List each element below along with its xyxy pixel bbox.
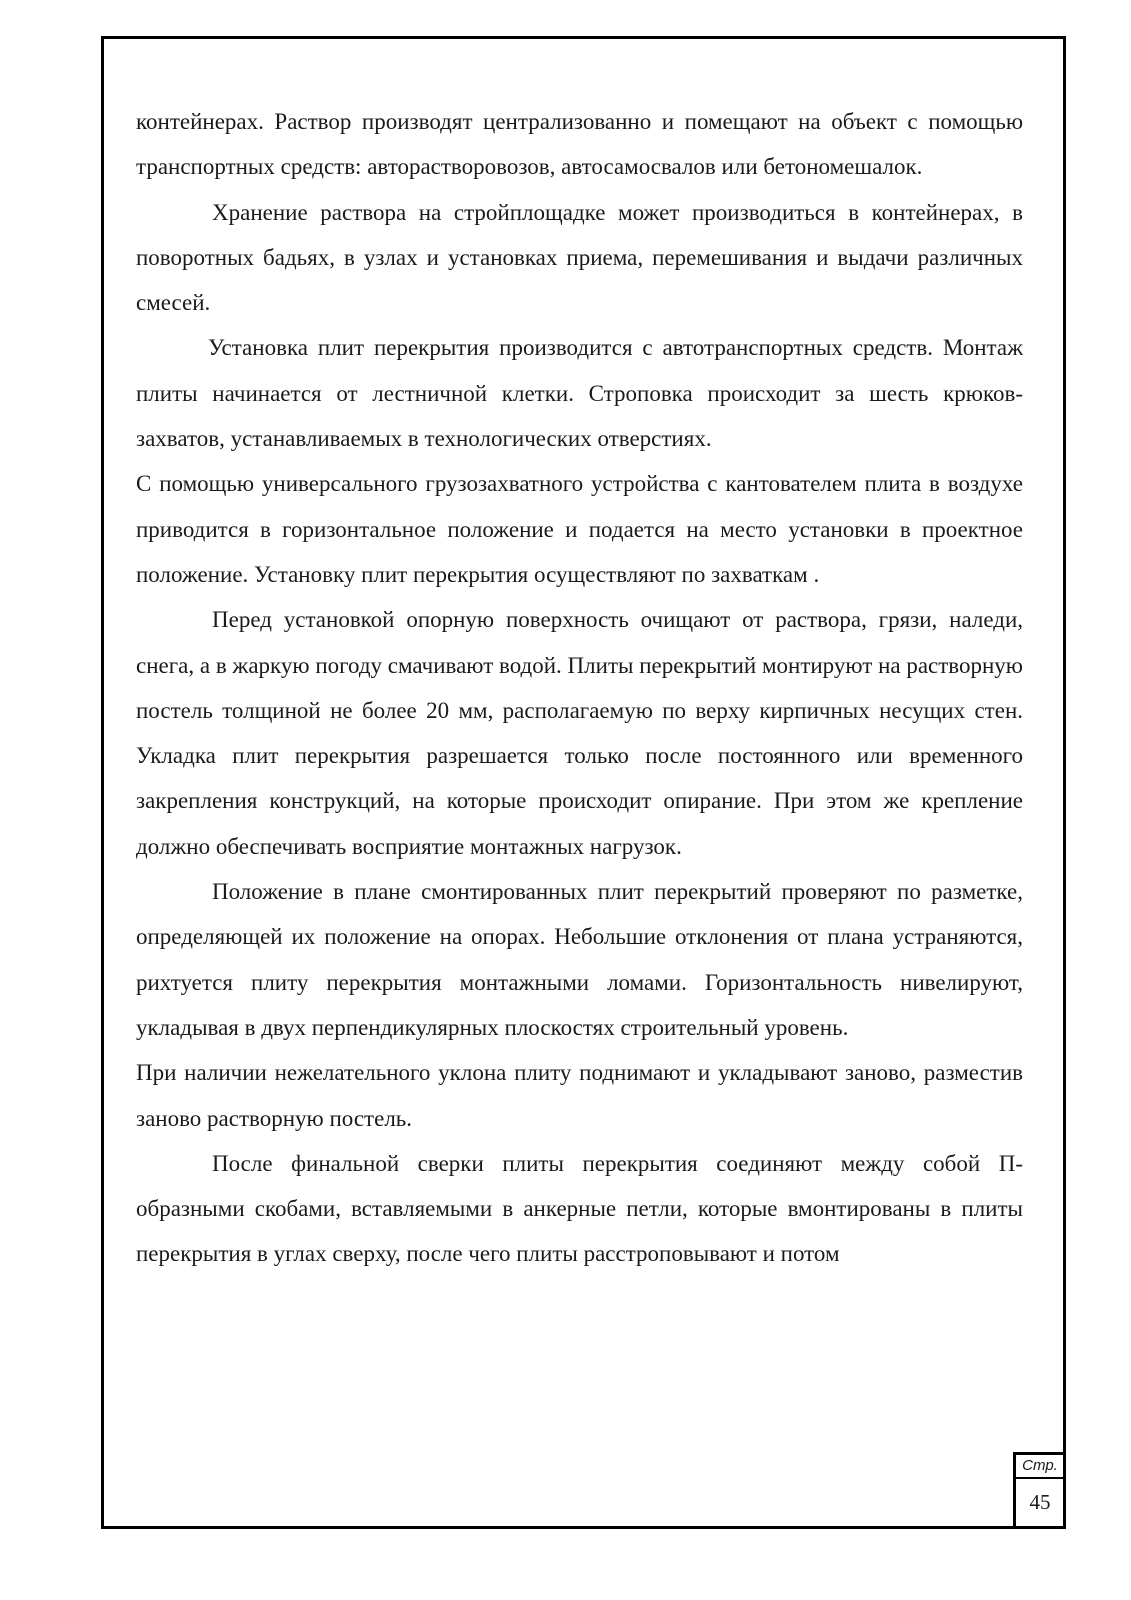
page-number-label: Стр.	[1016, 1455, 1064, 1479]
paragraph-3: Установка плит перекрытия производится с автотранспортных средств. Монтаж плиты начинается от лестничной клетки. Строповка происходит за шесть крюков-захватов, устанавливаемых в технологических отверстиях.	[136, 335, 1023, 452]
paragraph-8: После финальной сверки плиты перекрытия соединяют между собой П-образными скобами, вставляемыми в анкерные петли, которые вмонтированы в плиты перекрытия в углах сверху, после чего плиты расстроповывают и потом	[136, 1150, 1023, 1267]
page-number: 45	[1029, 1490, 1051, 1514]
paragraph-1: контейнерах. Раствор производят централизованно и помещают на объект с помощью транспортных средств: авторастворовозов, автосамосвалов или бетономешалок.	[136, 109, 1023, 180]
document-body	[136, 99, 1023, 1277]
paragraph-5: Перед установкой опорную поверхность очищают от раствора, грязи, наледи, снега, а в жаркую погоду смачивают водой. Плиты перекрытий монтируют на растворную постель толщиной не более 20 мм, располагаемую по верху кирпичных несущих стен. Укладка плит перекрытия разрешается только после постоянного или временного закрепления конструкций, на которые происходит опирание. При этом же крепление должно обеспечивать восприятие монтажных нагрузок.	[136, 607, 1023, 859]
paragraph-2: Хранение раствора на стройплощадке может производиться в контейнерах, в поворотных бадьях, в узлах и установках приема, перемешивания и выдачи различных смесей.	[136, 199, 1023, 316]
paragraph-7: При наличии нежелательного уклона плиту поднимают и укладывают заново, разместив заново растворную постель.	[136, 1060, 1023, 1131]
paragraph-6: Положение в плане смонтированных плит перекрытий проверяют по разметке, определяющей их положение на опорах. Небольшие отклонения от плана устраняются, рихтуется плиту перекрытия монтажными ломами. Горизонтальность нивелируют, укладывая в двух перпендикулярных плоскостях строительный уровень.	[136, 879, 1023, 1040]
page-number-stamp	[1013, 1452, 1064, 1529]
paragraph-4: С помощью универсального грузозахватного устройства с кантователем плита в воздухе приводится в горизонтальное положение и подается на место установки в проектное положение. Установку плит перекрытия осуществляют по захваткам .	[136, 471, 1023, 587]
